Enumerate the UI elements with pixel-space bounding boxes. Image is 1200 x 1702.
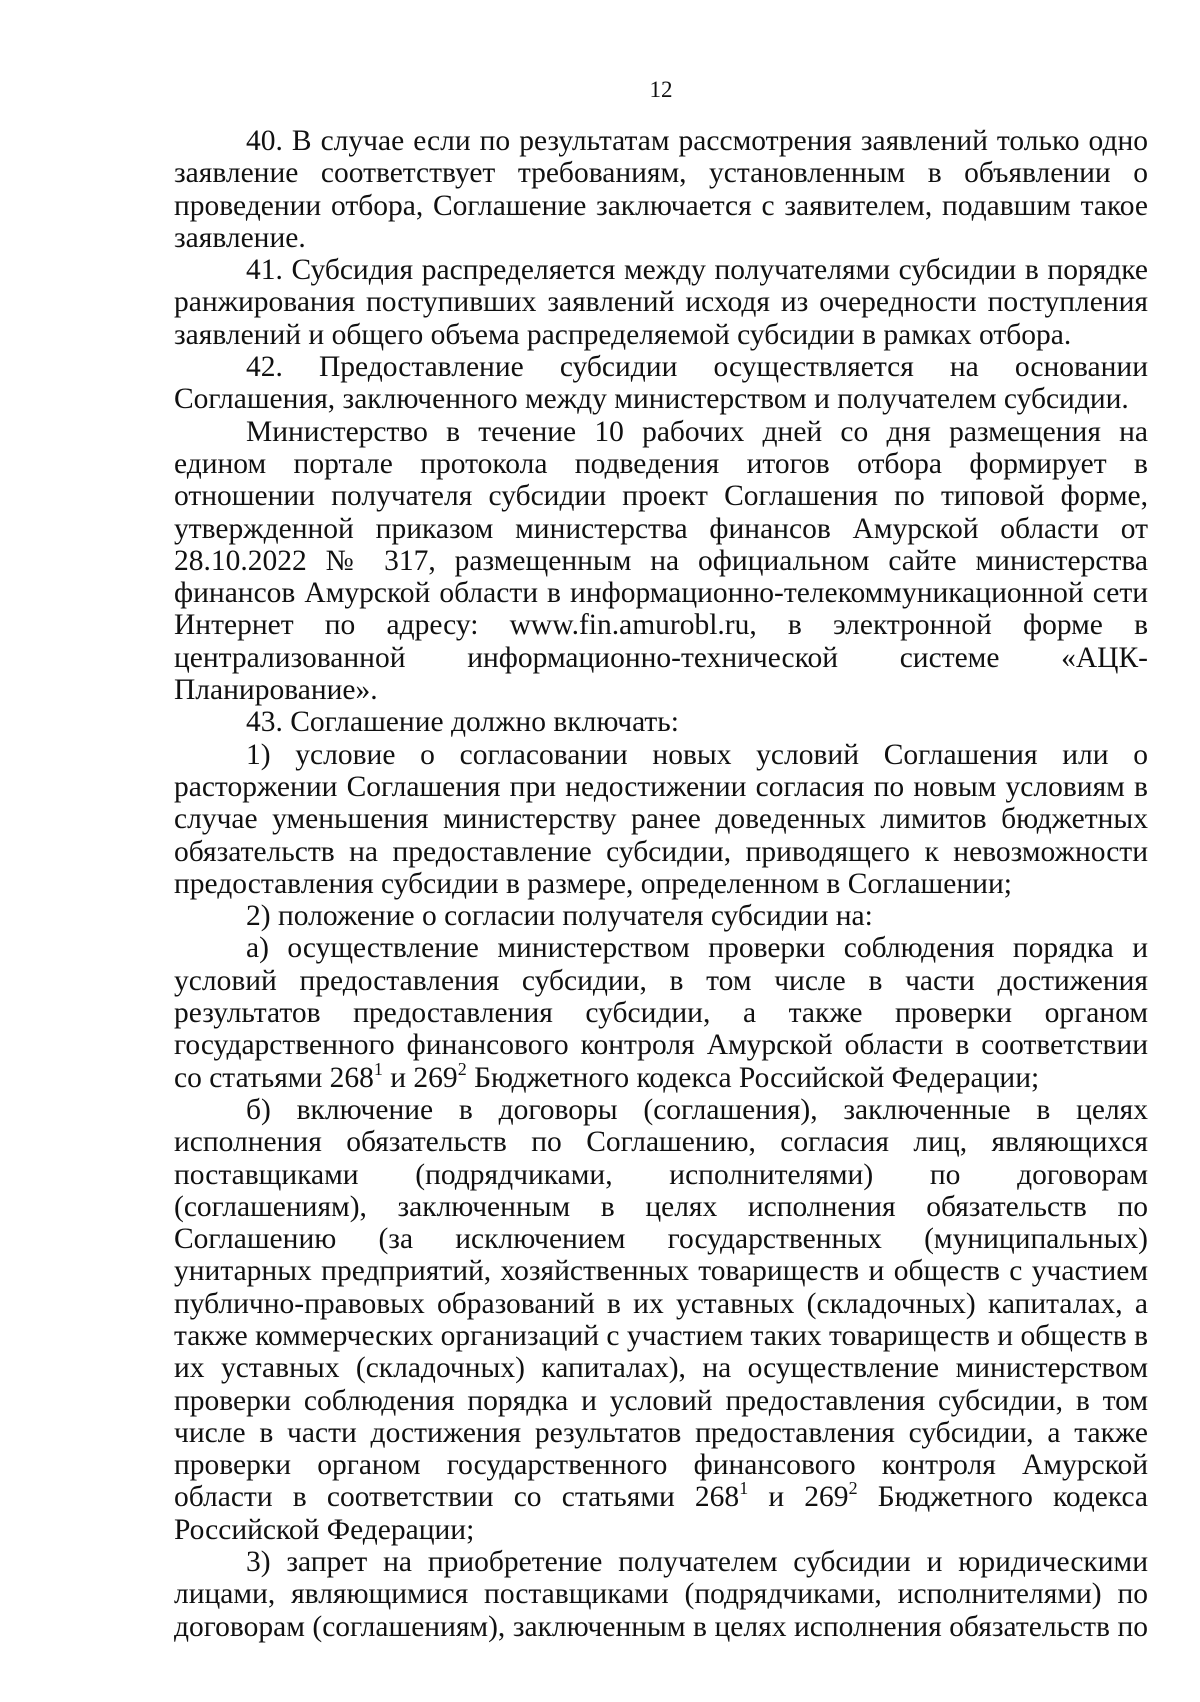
item-a-superscript-1: 1 (373, 1058, 383, 1079)
item-b-mid: и 269 (748, 1481, 849, 1514)
paragraph-item-a (174, 932, 1148, 1093)
item-b-superscript-1: 1 (739, 1478, 749, 1499)
item-b-superscript-2: 2 (848, 1478, 858, 1499)
paragraph-ministry-term: Министерство в течение 10 рабочих дней со дня размещения на едином портале протокола подведения итогов отбора формирует в отношении получателя субсидии проект Соглашения по типовой форме, утвержденной приказом министерства финансов Амурской области от 28.10.2022 № 317, размещенным на официальном сайте министерства финансов Амурской области в информационно-телекоммуникационной сети Интернет по адресу: www.fin.amurobl.ru, в электронной форме в централизованной информационно-технической системе «АЦК-Планирование». (174, 415, 1148, 707)
item-a-text: а) осуществление министерством проверки соблюдения порядка и условий предоставления субсидии, в том числе в части достижения результатов предоставления субсидии, а также проверки органом государственного финансового контроля Амурской области в соответствии со статьями 268 (174, 932, 1148, 1094)
paragraph-item-b (174, 1094, 1148, 1546)
page-number: 12 (649, 77, 673, 102)
paragraph-item-3: 3) запрет на приобретение получателем субсидии и юридическими лицами, являющимися поставщиками (подрядчиками, исполнителями) по договорам (соглашениям), заключенным в целях исполнения обязательств по (174, 1546, 1148, 1643)
item-a-end: Бюджетного кодекса Российской Федерации; (466, 1061, 1040, 1094)
document-body (174, 125, 1148, 1643)
paragraph-42: 42. Предоставление субсидии осуществляется на основании Соглашения, заключенного между министерством и получателем субсидии. (174, 351, 1148, 416)
paragraph-43: 43. Соглашение должно включать: (246, 706, 679, 739)
item-b-text: б) включение в договоры (соглашения), заключенные в целях исполнения обязательств по Соглашению, согласия лиц, являющихся поставщиками (подрядчиками, исполнителями) по договорам (соглашениям), заключенным в целях исполнения обязательств по Соглашению (за исключением государственных (муниципальных) унитарных предприятий, хозяйственных товариществ и обществ с участием публично-правовых образований в их уставных (складочных) капиталах, а также коммерческих организаций с участием таких товариществ и обществ в их уставных (складочных) капиталах), на осуществление министерством проверки соблюдения порядка и условий предоставления субсидии, в том числе в части достижения результатов предоставления субсидии, а также проверки органом государственного финансового контроля Амурской области в соответствии со статьями 268 (174, 1093, 1148, 1514)
paragraph-item-2: 2) положение о согласии получателя субсидии на: (246, 900, 873, 933)
item-a-superscript-2: 2 (457, 1058, 467, 1079)
paragraph-40: 40. В случае если по результатам рассмотрения заявлений только одно заявление соответствует требованиям, установленным в объявлении о проведении отбора, Соглашение заключается с заявителем, подавшим такое заявление. (174, 125, 1148, 254)
item-a-mid: и 269 (382, 1061, 458, 1094)
paragraph-41: 41. Субсидия распределяется между получателями субсидии в порядке ранжирования поступивших заявлений исходя из очередности поступления заявлений и общего объема распределяемой субсидии в рамках отбора. (174, 254, 1148, 351)
paragraph-item-1: 1) условие о согласовании новых условий Соглашения или о расторжении Соглашения при недостижении согласия по новым условиям в случае уменьшения министерству ранее доведенных лимитов бюджетных обязательств на предоставление субсидии, приводящего к невозможности предоставления субсидии в размере, определенном в Соглашении; (174, 738, 1148, 900)
item-b-end: Бюджетного кодекса Российской Федерации; (174, 1481, 1148, 1546)
